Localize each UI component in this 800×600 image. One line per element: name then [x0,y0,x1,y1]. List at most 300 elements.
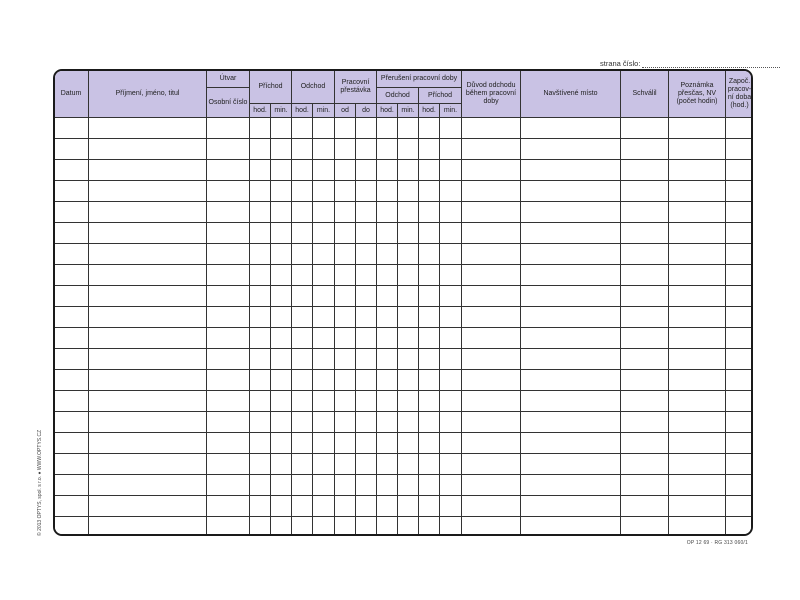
cell-prestavka-do[interactable] [356,286,377,307]
cell-preruseni-prichod-hod[interactable] [419,412,440,433]
cell-prichod-min[interactable] [271,118,292,139]
cell-preruseni-odchod-min[interactable] [398,181,419,202]
cell-odchod-min[interactable] [313,370,335,391]
cell-odchod-min[interactable] [313,286,335,307]
cell-prichod-min[interactable] [271,517,292,537]
cell-odchod-hod[interactable] [292,328,313,349]
cell-odchod-min[interactable] [313,160,335,181]
cell-datum[interactable] [54,328,89,349]
cell-schvalil[interactable] [621,223,669,244]
cell-preruseni-prichod-min[interactable] [440,223,462,244]
cell-osobni-cislo[interactable] [207,286,250,307]
cell-poznamka[interactable] [669,265,726,286]
cell-preruseni-prichod-hod[interactable] [419,244,440,265]
cell-zapocitana[interactable] [726,286,753,307]
cell-duvod[interactable] [462,517,521,537]
cell-navstivene-misto[interactable] [521,202,621,223]
cell-preruseni-prichod-min[interactable] [440,454,462,475]
cell-prestavka-do[interactable] [356,118,377,139]
cell-name[interactable] [89,433,207,454]
cell-odchod-hod[interactable] [292,118,313,139]
cell-poznamka[interactable] [669,160,726,181]
cell-odchod-hod[interactable] [292,475,313,496]
cell-prichod-min[interactable] [271,475,292,496]
cell-prestavka-od[interactable] [335,454,356,475]
cell-prestavka-od[interactable] [335,349,356,370]
cell-navstivene-misto[interactable] [521,286,621,307]
cell-prichod-hod[interactable] [250,286,271,307]
cell-duvod[interactable] [462,370,521,391]
cell-preruseni-odchod-hod[interactable] [377,517,398,537]
cell-zapocitana[interactable] [726,454,753,475]
cell-osobni-cislo[interactable] [207,160,250,181]
cell-zapocitana[interactable] [726,433,753,454]
cell-duvod[interactable] [462,412,521,433]
cell-duvod[interactable] [462,265,521,286]
cell-preruseni-odchod-min[interactable] [398,265,419,286]
cell-prichod-hod[interactable] [250,412,271,433]
cell-odchod-hod[interactable] [292,433,313,454]
cell-preruseni-prichod-hod[interactable] [419,265,440,286]
cell-zapocitana[interactable] [726,307,753,328]
cell-preruseni-prichod-hod[interactable] [419,181,440,202]
cell-schvalil[interactable] [621,286,669,307]
cell-datum[interactable] [54,412,89,433]
cell-datum[interactable] [54,286,89,307]
cell-preruseni-prichod-min[interactable] [440,265,462,286]
cell-osobni-cislo[interactable] [207,475,250,496]
cell-prestavka-do[interactable] [356,433,377,454]
cell-prestavka-od[interactable] [335,496,356,517]
cell-odchod-min[interactable] [313,349,335,370]
cell-prichod-hod[interactable] [250,349,271,370]
cell-odchod-min[interactable] [313,454,335,475]
cell-navstivene-misto[interactable] [521,328,621,349]
cell-prestavka-od[interactable] [335,265,356,286]
cell-preruseni-odchod-hod[interactable] [377,412,398,433]
cell-preruseni-prichod-hod[interactable] [419,349,440,370]
cell-duvod[interactable] [462,433,521,454]
cell-preruseni-odchod-min[interactable] [398,223,419,244]
cell-odchod-min[interactable] [313,202,335,223]
cell-prestavka-do[interactable] [356,496,377,517]
cell-preruseni-odchod-min[interactable] [398,328,419,349]
cell-zapocitana[interactable] [726,349,753,370]
cell-preruseni-odchod-hod[interactable] [377,139,398,160]
cell-preruseni-prichod-min[interactable] [440,475,462,496]
cell-preruseni-odchod-min[interactable] [398,412,419,433]
cell-odchod-min[interactable] [313,118,335,139]
cell-preruseni-odchod-hod[interactable] [377,118,398,139]
cell-schvalil[interactable] [621,181,669,202]
cell-datum[interactable] [54,139,89,160]
cell-schvalil[interactable] [621,139,669,160]
cell-duvod[interactable] [462,160,521,181]
cell-preruseni-odchod-min[interactable] [398,349,419,370]
cell-schvalil[interactable] [621,328,669,349]
cell-poznamka[interactable] [669,433,726,454]
cell-navstivene-misto[interactable] [521,265,621,286]
cell-preruseni-prichod-min[interactable] [440,517,462,537]
cell-prichod-hod[interactable] [250,265,271,286]
cell-preruseni-prichod-hod[interactable] [419,307,440,328]
cell-poznamka[interactable] [669,307,726,328]
cell-preruseni-prichod-hod[interactable] [419,496,440,517]
cell-prichod-min[interactable] [271,265,292,286]
cell-datum[interactable] [54,307,89,328]
cell-preruseni-odchod-min[interactable] [398,370,419,391]
cell-prichod-hod[interactable] [250,328,271,349]
cell-navstivene-misto[interactable] [521,223,621,244]
cell-odchod-min[interactable] [313,244,335,265]
cell-navstivene-misto[interactable] [521,454,621,475]
cell-poznamka[interactable] [669,412,726,433]
cell-poznamka[interactable] [669,181,726,202]
cell-odchod-hod[interactable] [292,181,313,202]
cell-poznamka[interactable] [669,286,726,307]
cell-preruseni-prichod-hod[interactable] [419,223,440,244]
cell-osobni-cislo[interactable] [207,433,250,454]
cell-datum[interactable] [54,244,89,265]
cell-preruseni-prichod-hod[interactable] [419,328,440,349]
cell-poznamka[interactable] [669,202,726,223]
cell-prichod-hod[interactable] [250,181,271,202]
cell-osobni-cislo[interactable] [207,265,250,286]
cell-preruseni-odchod-min[interactable] [398,433,419,454]
cell-navstivene-misto[interactable] [521,475,621,496]
cell-prestavka-do[interactable] [356,265,377,286]
cell-prestavka-do[interactable] [356,517,377,537]
cell-preruseni-prichod-hod[interactable] [419,160,440,181]
cell-prichod-min[interactable] [271,244,292,265]
cell-prichod-min[interactable] [271,454,292,475]
cell-schvalil[interactable] [621,244,669,265]
cell-odchod-hod[interactable] [292,496,313,517]
cell-odchod-hod[interactable] [292,160,313,181]
cell-preruseni-prichod-min[interactable] [440,244,462,265]
cell-prestavka-od[interactable] [335,412,356,433]
cell-poznamka[interactable] [669,391,726,412]
cell-prichod-hod[interactable] [250,370,271,391]
cell-name[interactable] [89,349,207,370]
cell-name[interactable] [89,118,207,139]
cell-preruseni-odchod-hod[interactable] [377,454,398,475]
cell-navstivene-misto[interactable] [521,496,621,517]
cell-prestavka-do[interactable] [356,244,377,265]
cell-odchod-hod[interactable] [292,370,313,391]
cell-prestavka-do[interactable] [356,202,377,223]
cell-duvod[interactable] [462,307,521,328]
cell-zapocitana[interactable] [726,265,753,286]
cell-preruseni-odchod-hod[interactable] [377,223,398,244]
cell-preruseni-prichod-min[interactable] [440,286,462,307]
cell-prichod-hod[interactable] [250,496,271,517]
cell-datum[interactable] [54,160,89,181]
cell-osobni-cislo[interactable] [207,370,250,391]
cell-poznamka[interactable] [669,223,726,244]
cell-osobni-cislo[interactable] [207,391,250,412]
cell-datum[interactable] [54,349,89,370]
cell-prichod-min[interactable] [271,328,292,349]
cell-navstivene-misto[interactable] [521,160,621,181]
cell-preruseni-prichod-min[interactable] [440,202,462,223]
cell-name[interactable] [89,202,207,223]
cell-prestavka-do[interactable] [356,328,377,349]
cell-prestavka-od[interactable] [335,391,356,412]
cell-odchod-hod[interactable] [292,349,313,370]
cell-osobni-cislo[interactable] [207,244,250,265]
cell-odchod-hod[interactable] [292,223,313,244]
cell-osobni-cislo[interactable] [207,349,250,370]
cell-navstivene-misto[interactable] [521,517,621,537]
cell-prichod-min[interactable] [271,412,292,433]
cell-navstivene-misto[interactable] [521,244,621,265]
cell-schvalil[interactable] [621,454,669,475]
cell-prichod-min[interactable] [271,181,292,202]
cell-preruseni-prichod-hod[interactable] [419,370,440,391]
cell-duvod[interactable] [462,223,521,244]
cell-prichod-min[interactable] [271,391,292,412]
cell-datum[interactable] [54,496,89,517]
cell-schvalil[interactable] [621,517,669,537]
cell-osobni-cislo[interactable] [207,412,250,433]
cell-preruseni-prichod-hod[interactable] [419,202,440,223]
cell-prestavka-do[interactable] [356,139,377,160]
cell-odchod-hod[interactable] [292,391,313,412]
cell-zapocitana[interactable] [726,223,753,244]
cell-zapocitana[interactable] [726,370,753,391]
cell-prestavka-od[interactable] [335,286,356,307]
cell-osobni-cislo[interactable] [207,328,250,349]
cell-poznamka[interactable] [669,454,726,475]
cell-preruseni-odchod-hod[interactable] [377,328,398,349]
cell-preruseni-prichod-min[interactable] [440,412,462,433]
cell-name[interactable] [89,181,207,202]
cell-name[interactable] [89,391,207,412]
cell-duvod[interactable] [462,202,521,223]
cell-zapocitana[interactable] [726,517,753,537]
cell-preruseni-odchod-hod[interactable] [377,433,398,454]
cell-preruseni-odchod-min[interactable] [398,496,419,517]
cell-preruseni-odchod-hod[interactable] [377,244,398,265]
cell-preruseni-odchod-hod[interactable] [377,349,398,370]
cell-osobni-cislo[interactable] [207,181,250,202]
cell-prestavka-do[interactable] [356,454,377,475]
cell-zapocitana[interactable] [726,118,753,139]
cell-prichod-min[interactable] [271,223,292,244]
cell-odchod-min[interactable] [313,223,335,244]
cell-zapocitana[interactable] [726,181,753,202]
cell-prichod-min[interactable] [271,202,292,223]
cell-preruseni-odchod-min[interactable] [398,118,419,139]
cell-preruseni-prichod-min[interactable] [440,328,462,349]
cell-datum[interactable] [54,391,89,412]
cell-prichod-hod[interactable] [250,160,271,181]
cell-prestavka-do[interactable] [356,370,377,391]
page-number-line[interactable] [642,60,780,68]
cell-prestavka-od[interactable] [335,433,356,454]
cell-schvalil[interactable] [621,391,669,412]
cell-prichod-hod[interactable] [250,223,271,244]
cell-prichod-hod[interactable] [250,475,271,496]
cell-preruseni-odchod-hod[interactable] [377,160,398,181]
cell-name[interactable] [89,496,207,517]
cell-zapocitana[interactable] [726,202,753,223]
cell-navstivene-misto[interactable] [521,139,621,160]
cell-poznamka[interactable] [669,328,726,349]
cell-preruseni-odchod-min[interactable] [398,391,419,412]
cell-osobni-cislo[interactable] [207,496,250,517]
cell-preruseni-prichod-min[interactable] [440,307,462,328]
cell-prestavka-od[interactable] [335,244,356,265]
cell-preruseni-odchod-hod[interactable] [377,286,398,307]
cell-duvod[interactable] [462,454,521,475]
cell-osobni-cislo[interactable] [207,517,250,537]
cell-prichod-min[interactable] [271,286,292,307]
cell-datum[interactable] [54,370,89,391]
cell-prichod-hod[interactable] [250,244,271,265]
cell-prestavka-do[interactable] [356,412,377,433]
cell-schvalil[interactable] [621,202,669,223]
cell-navstivene-misto[interactable] [521,412,621,433]
cell-preruseni-odchod-min[interactable] [398,454,419,475]
cell-odchod-min[interactable] [313,307,335,328]
cell-prestavka-od[interactable] [335,328,356,349]
cell-schvalil[interactable] [621,118,669,139]
cell-preruseni-prichod-hod[interactable] [419,475,440,496]
cell-prestavka-od[interactable] [335,160,356,181]
cell-poznamka[interactable] [669,349,726,370]
cell-preruseni-prichod-hod[interactable] [419,391,440,412]
cell-datum[interactable] [54,181,89,202]
cell-zapocitana[interactable] [726,328,753,349]
cell-prestavka-od[interactable] [335,370,356,391]
cell-odchod-hod[interactable] [292,517,313,537]
cell-preruseni-prichod-min[interactable] [440,118,462,139]
cell-duvod[interactable] [462,244,521,265]
cell-odchod-min[interactable] [313,265,335,286]
cell-odchod-hod[interactable] [292,454,313,475]
cell-zapocitana[interactable] [726,391,753,412]
cell-duvod[interactable] [462,475,521,496]
cell-zapocitana[interactable] [726,244,753,265]
cell-prestavka-do[interactable] [356,160,377,181]
cell-name[interactable] [89,517,207,537]
cell-preruseni-odchod-min[interactable] [398,307,419,328]
cell-odchod-hod[interactable] [292,412,313,433]
cell-poznamka[interactable] [669,496,726,517]
cell-datum[interactable] [54,202,89,223]
cell-duvod[interactable] [462,286,521,307]
cell-navstivene-misto[interactable] [521,391,621,412]
cell-zapocitana[interactable] [726,496,753,517]
cell-poznamka[interactable] [669,118,726,139]
cell-datum[interactable] [54,517,89,537]
cell-prestavka-do[interactable] [356,181,377,202]
cell-odchod-hod[interactable] [292,244,313,265]
cell-prichod-min[interactable] [271,433,292,454]
cell-prichod-hod[interactable] [250,454,271,475]
cell-prestavka-od[interactable] [335,223,356,244]
cell-preruseni-odchod-min[interactable] [398,160,419,181]
cell-datum[interactable] [54,265,89,286]
cell-preruseni-odchod-hod[interactable] [377,202,398,223]
cell-name[interactable] [89,307,207,328]
cell-prichod-min[interactable] [271,139,292,160]
cell-navstivene-misto[interactable] [521,370,621,391]
cell-odchod-min[interactable] [313,412,335,433]
cell-prestavka-do[interactable] [356,307,377,328]
cell-preruseni-odchod-hod[interactable] [377,265,398,286]
cell-preruseni-odchod-hod[interactable] [377,307,398,328]
cell-preruseni-prichod-min[interactable] [440,391,462,412]
cell-preruseni-odchod-hod[interactable] [377,496,398,517]
cell-preruseni-prichod-min[interactable] [440,160,462,181]
cell-prestavka-od[interactable] [335,475,356,496]
cell-poznamka[interactable] [669,517,726,537]
cell-prestavka-od[interactable] [335,181,356,202]
cell-name[interactable] [89,265,207,286]
cell-osobni-cislo[interactable] [207,118,250,139]
cell-prichod-hod[interactable] [250,433,271,454]
cell-poznamka[interactable] [669,244,726,265]
cell-odchod-hod[interactable] [292,202,313,223]
cell-prichod-min[interactable] [271,307,292,328]
cell-odchod-min[interactable] [313,433,335,454]
cell-schvalil[interactable] [621,433,669,454]
cell-odchod-min[interactable] [313,391,335,412]
cell-datum[interactable] [54,454,89,475]
cell-name[interactable] [89,286,207,307]
cell-preruseni-odchod-hod[interactable] [377,181,398,202]
cell-preruseni-odchod-hod[interactable] [377,370,398,391]
cell-schvalil[interactable] [621,265,669,286]
cell-preruseni-prichod-hod[interactable] [419,517,440,537]
cell-prestavka-od[interactable] [335,517,356,537]
cell-duvod[interactable] [462,391,521,412]
cell-preruseni-odchod-min[interactable] [398,202,419,223]
cell-odchod-min[interactable] [313,517,335,537]
cell-schvalil[interactable] [621,475,669,496]
cell-preruseni-prichod-min[interactable] [440,349,462,370]
cell-osobni-cislo[interactable] [207,223,250,244]
cell-odchod-min[interactable] [313,181,335,202]
cell-preruseni-odchod-hod[interactable] [377,475,398,496]
cell-prichod-hod[interactable] [250,307,271,328]
cell-prestavka-do[interactable] [356,475,377,496]
cell-zapocitana[interactable] [726,475,753,496]
cell-preruseni-prichod-hod[interactable] [419,454,440,475]
cell-prestavka-do[interactable] [356,349,377,370]
cell-name[interactable] [89,370,207,391]
cell-name[interactable] [89,244,207,265]
cell-prichod-min[interactable] [271,370,292,391]
cell-odchod-min[interactable] [313,139,335,160]
cell-odchod-hod[interactable] [292,286,313,307]
cell-zapocitana[interactable] [726,412,753,433]
cell-preruseni-prichod-min[interactable] [440,370,462,391]
cell-preruseni-odchod-min[interactable] [398,517,419,537]
cell-prestavka-od[interactable] [335,202,356,223]
cell-preruseni-odchod-min[interactable] [398,286,419,307]
cell-odchod-hod[interactable] [292,265,313,286]
cell-prichod-min[interactable] [271,496,292,517]
cell-duvod[interactable] [462,496,521,517]
cell-datum[interactable] [54,223,89,244]
cell-odchod-hod[interactable] [292,139,313,160]
cell-navstivene-misto[interactable] [521,118,621,139]
cell-preruseni-odchod-min[interactable] [398,475,419,496]
